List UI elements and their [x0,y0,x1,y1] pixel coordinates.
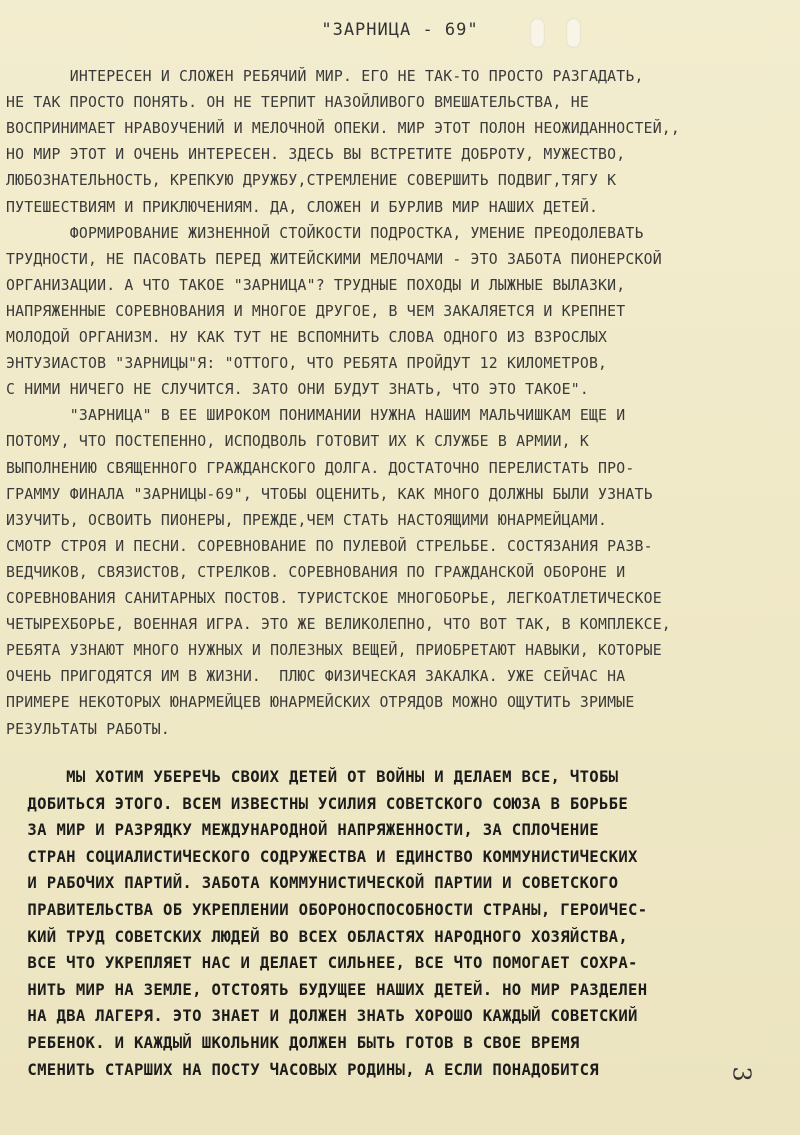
page-number: 3 [727,1066,756,1082]
document-title: "ЗАРНИЦА - 69" [321,20,479,40]
text-line: ИНТЕРЕСЕН И СЛОЖЕН РЕБЯЧИЙ МИР. ЕГО НЕ ТАК-ТО ПРОСТО РАЗГАДАТЬ, [6,68,644,85]
text-line: МЫ ХОТИМ УБЕРЕЧЬ СВОИХ ДЕТЕЙ ОТ ВОЙНЫ И ДЕЛАЕМ ВСЕ, ЧТОБЫ [8,768,619,786]
text-line: РЕБЯТА УЗНАЮТ МНОГО НУЖНЫХ И ПОЛЕЗНЫХ ВЕЩЕЙ, ПРИОБРЕТАЮТ НАВЫКИ, КОТОРЫЕ [6,642,662,660]
text-line: МОЛОДОЙ ОРГАНИЗМ. НУ КАК ТУТ НЕ ВСПОМНИТЬ СЛОВА ОДНОГО ИЗ ВЗРОСЛЫХ [6,329,608,346]
text-line: ИЗУЧИТЬ, ОСВОИТЬ ПИОНЕРЫ, ПРЕЖДЕ,ЧЕМ СТАТЬ НАСТОЯЩИМИ ЮНАРМЕЙЦАМИ. [6,511,608,529]
text-line: ПОТОМУ, ЧТО ПОСТЕПЕННО, ИСПОДВОЛЬ ГОТОВИТ ИХ К СЛУЖБЕ В АРМИИ, К [6,433,589,451]
text-line: НА ДВА ЛАГЕРЯ. ЭТО ЗНАЕТ И ДОЛЖЕН ЗНАТЬ ХОРОШО КАЖДЫЙ СОВЕТСКИЙ [8,1007,638,1026]
text-line: ДОБИТЬСЯ ЭТОГО. ВСЕМ ИЗВЕСТНЫ УСИЛИЯ СОВЕТСКОГО СОЮЗА В БОРЬБЕ [8,794,629,813]
text-line: СМЕНИТЬ СТАРШИХ НА ПОСТУ ЧАСОВЫХ РОДИНЫ, А ЕСЛИ ПОНАДОБИТСЯ [8,1060,599,1079]
text-line: СМОТР СТРОЯ И ПЕСНИ. СОРЕВНОВАНИЕ ПО ПУЛЕВОЙ СТРЕЛЬБЕ. СОСТЯЗАНИЯ РАЗВ- [6,537,653,555]
text-line: ОРГАНИЗАЦИИ. А ЧТО ТАКОЕ "ЗАРНИЦА"? ТРУДНЫЕ ПОХОДЫ И ЛЫЖНЫЕ ВЫЛАЗКИ, [6,276,626,294]
text-line: С НИМИ НИЧЕГО НЕ СЛУЧИТСЯ. ЗАТО ОНИ БУДУТ ЗНАТЬ, ЧТО ЭТО ТАКОЕ". [6,381,589,399]
text-line: НАПРЯЖЕННЫЕ СОРЕВНОВАНИЯ И МНОГОЕ ДРУГОЕ, В ЧЕМ ЗАКАЛЯЕТСЯ И КРЕПНЕТ [6,302,626,320]
text-line: ЛЮБОЗНАТЕЛЬНОСТЬ, КРЕПКУЮ ДРУЖБУ,СТРЕМЛЕНИЕ СОВЕРШИТЬ ПОДВИГ,ТЯГУ К [6,172,617,190]
text-line: НЕ ТАК ПРОСТО ПОНЯТЬ. ОН НЕ ТЕРПИТ НАЗОЙЛИВОГО ВМЕШАТЕЛЬСТВА, НЕ [6,94,589,112]
text-line: НО МИР ЭТОТ И ОЧЕНЬ ИНТЕРЕСЕН. ЗДЕСЬ ВЫ ВСТРЕТИТЕ ДОБРОТУ, МУЖЕСТВО, [6,146,626,164]
text-line: ПРИМЕРЕ НЕКОТОРЫХ ЮНАРМЕЙЦЕВ ЮНАРМЕЙСКИХ ОТРЯДОВ МОЖНО ОЩУТИТЬ ЗРИМЫЕ [6,694,635,712]
text-line: ГРАММУ ФИНАЛА "ЗАРНИЦЫ-69", ЧТОБЫ ОЦЕНИТЬ, КАК МНОГО ДОЛЖНЫ БЫЛИ УЗНАТЬ [6,485,653,503]
text-line: ТРУДНОСТИ, НЕ ПАСОВАТЬ ПЕРЕД ЖИТЕЙСКИМИ МЕЛОЧАМИ - ЭТО ЗАБОТА ПИОНЕРСКОЙ [6,250,662,268]
text-line: ЧЕТЫРЕХБОРЬЕ, ВОЕННАЯ ИГРА. ЭТО ЖЕ ВЕЛИКОЛЕПНО, ЧТО ВОТ ТАК, В КОМПЛЕКСЕ, [6,616,671,634]
text-line: РЕБЕНОК. И КАЖДЫЙ ШКОЛЬНИК ДОЛЖЕН БЫТЬ ГОТОВ В СВОЕ ВРЕМЯ [8,1034,580,1052]
text-line: ПРАВИТЕЛЬСТВА ОБ УКРЕПЛЕНИИ ОБОРОНОСПОСОБНОСТИ СТРАНЫ, ГЕРОИЧЕС- [8,901,648,919]
text-line: ЗА МИР И РАЗРЯДКУ МЕЖДУНАРОДНОЙ НАПРЯЖЕННОСТИ, ЗА СПЛОЧЕНИЕ [8,821,599,840]
text-line: СОРЕВНОВАНИЯ САНИТАРНЫХ ПОСТОВ. ТУРИСТСКОЕ МНОГОБОРЬЕ, ЛЕГКОАТЛЕТИЧЕСКОЕ [6,590,662,607]
text-line: ПУТЕШЕСТВИЯМ И ПРИКЛЮЧЕНИЯМ. ДА, СЛОЖЕН И БУРЛИВ МИР НАШИХ ДЕТЕЙ. [6,198,599,216]
text-line: РЕЗУЛЬТАТЫ РАБОТЫ. [6,720,170,738]
text-line: ФОРМИРОВАНИЕ ЖИЗНЕННОЙ СТОЙКОСТИ ПОДРОСТКА, УМЕНИЕ ПРЕОДОЛЕВАТЬ [6,224,644,242]
text-line: СТРАН СОЦИАЛИСТИЧЕСКОГО СОДРУЖЕСТВА И ЕДИНСТВО КОММУНИСТИЧЕСКИХ [8,847,638,866]
text-line: ОЧЕНЬ ПРИГОДЯТСЯ ИМ В ЖИЗНИ. ПЛЮС ФИЗИЧЕСКАЯ ЗАКАЛКА. УЖЕ СЕЙЧАС НА [6,668,626,686]
text-line: КИЙ ТРУД СОВЕТСКИХ ЛЮДЕЙ ВО ВСЕХ ОБЛАСТЯХ НАРОДНОГО ХОЗЯЙСТВА, [8,927,629,946]
text-line: ВСЕ ЧТО УКРЕПЛЯЕТ НАС И ДЕЛАЕТ СИЛЬНЕЕ, ВСЕ ЧТО ПОМОГАЕТ СОХРА- [8,954,638,973]
text-line: ВЫПОЛНЕНИЮ СВЯЩЕННОГО ГРАЖДАНСКОГО ДОЛГА. ДОСТАТОЧНО ПЕРЕЛИСТАТЬ ПРО- [6,459,635,477]
text-line: И РАБОЧИХ ПАРТИЙ. ЗАБОТА КОММУНИСТИЧЕСКОЙ ПАРТИИ И СОВЕТСКОГО [8,874,619,893]
text-line: ЭНТУЗИАСТОВ "ЗАРНИЦЫ"Я: "ОТТОГО, ЧТО РЕБЯТА ПРОЙДУТ 12 КИЛОМЕТРОВ, [6,355,608,373]
text-line: "ЗАРНИЦА" В ЕЕ ШИРОКОМ ПОНИМАНИИ НУЖНА НАШИМ МАЛЬЧИШКАМ ЕЩЕ И [6,407,626,425]
text-line: ВОСПРИНИМАЕТ НРАВОУЧЕНИЙ И МЕЛОЧНОЙ ОПЕКИ. МИР ЭТОТ ПОЛОН НЕОЖИДАННОСТЕЙ,, [6,120,681,138]
text-line: ВЕДЧИКОВ, СВЯЗИСТОВ, СТРЕЛКОВ. СОРЕВНОВАНИЯ ПО ГРАЖДАНСКОЙ ОБОРОНЕ И [6,563,626,581]
text-line: НИТЬ МИР НА ЗЕМЛЕ, ОТСТОЯТЬ БУДУЩЕЕ НАШИХ ДЕТЕЙ. НО МИР РАЗДЕЛЕН [8,980,648,999]
